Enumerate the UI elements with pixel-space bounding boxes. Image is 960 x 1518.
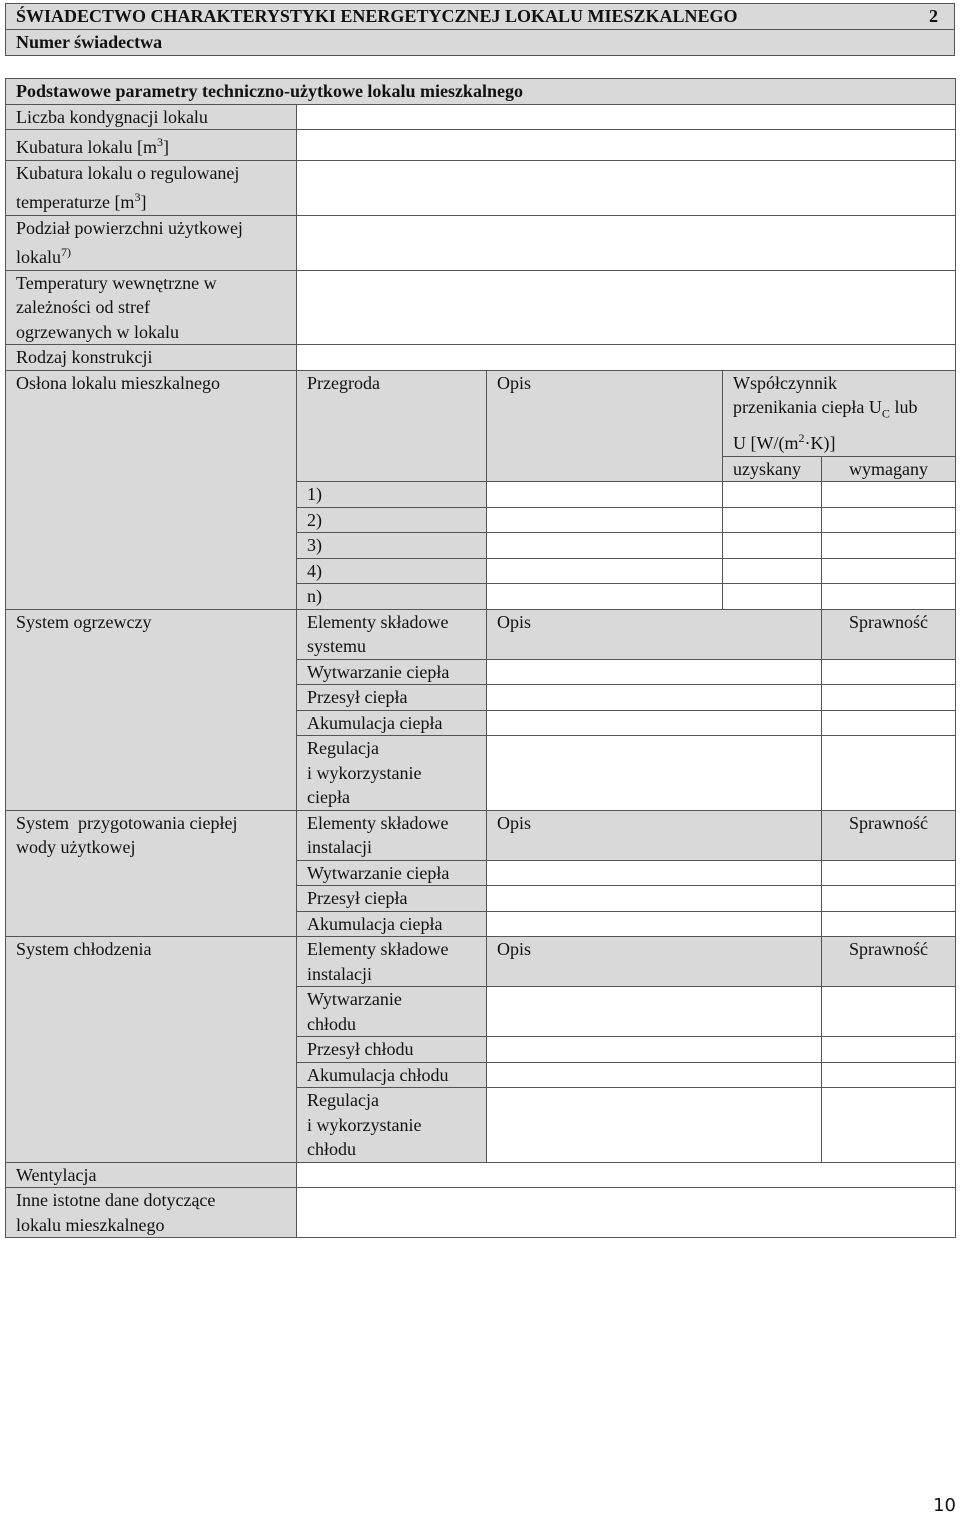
partition-label: 1) (297, 482, 487, 508)
other-data-value[interactable] (297, 1188, 956, 1238)
param-row (6, 1162, 956, 1188)
obtained-header: uzyskany (723, 456, 822, 482)
heat-regulation-label: Regulacja i wykorzystanie ciepła (297, 736, 487, 811)
heat-storage-label: Akumulacja ciepła (297, 710, 487, 736)
u-coefficient-header: Współczynnik przenikania ciepła $U_C$ lub U $[W/(m^2\cdot K)]$ (723, 370, 956, 456)
components-header: Elementy składowe instalacji (297, 937, 487, 987)
regulated-volume-label: Kubatura lokalu o regulowanej temperaturze $[m^3]$ (6, 160, 297, 215)
envelope-label: Osłona lokalu mieszkalnego (6, 370, 297, 609)
u-required[interactable] (822, 558, 956, 584)
u-required[interactable] (822, 482, 956, 508)
internal-temps-value[interactable] (297, 270, 956, 345)
parameters-table (5, 78, 956, 1238)
partition-desc[interactable] (487, 584, 723, 610)
cool-regulation-eff[interactable] (822, 1088, 956, 1163)
cool-storage-desc[interactable] (487, 1062, 822, 1088)
partition-label: n) (297, 584, 487, 610)
partition-header: Przegroda (297, 370, 487, 482)
construction-label: Rodzaj konstrukcji (6, 345, 297, 371)
u-obtained[interactable] (723, 558, 822, 584)
dhw-storage-label: Akumulacja ciepła (297, 911, 487, 937)
heat-generation-label: Wytwarzanie ciepła (297, 659, 487, 685)
heat-storage-eff[interactable] (822, 710, 956, 736)
param-row (6, 270, 956, 345)
storeys-value[interactable] (297, 104, 956, 130)
heat-transmission-eff[interactable] (822, 685, 956, 711)
efficiency-header: Sprawność (822, 810, 956, 860)
partition-label: 3) (297, 533, 487, 559)
area-split-label: Podział powierzchni użytkowej lokalu$^{7)}$ (6, 215, 297, 270)
heat-regulation-desc[interactable] (487, 736, 822, 811)
param-row (6, 130, 956, 161)
dhw-storage-eff[interactable] (822, 911, 956, 937)
heating-system-label: System ogrzewczy (6, 609, 297, 810)
cool-transmission-desc[interactable] (487, 1037, 822, 1063)
cool-generation-eff[interactable] (822, 987, 956, 1037)
dhw-storage-desc[interactable] (487, 911, 822, 937)
heat-transmission-label: Przesył ciepła (297, 685, 487, 711)
heating-header-row (6, 609, 956, 659)
heat-generation-eff[interactable] (822, 659, 956, 685)
volume-value[interactable] (297, 130, 956, 161)
efficiency-header: Sprawność (822, 937, 956, 987)
partition-desc[interactable] (487, 558, 723, 584)
description-header: Opis (487, 609, 822, 659)
cool-regulation-desc[interactable] (487, 1088, 822, 1163)
ventilation-label: Wentylacja (6, 1162, 297, 1188)
u-obtained[interactable] (723, 584, 822, 610)
u-required[interactable] (822, 533, 956, 559)
heat-generation-desc[interactable] (487, 659, 822, 685)
description-header: Opis (487, 810, 822, 860)
dhw-header-row (6, 810, 956, 860)
params-heading: Podstawowe parametry techniczno-użytkowe lokalu mieszkalnego (6, 79, 956, 105)
other-data-label: Inne istotne dane dotyczące lokalu mieszkalnego (6, 1188, 297, 1238)
certificate-number-label: Numer świadectwa (16, 32, 163, 52)
cool-generation-desc[interactable] (487, 987, 822, 1037)
cooling-system-label: System chłodzenia (6, 937, 297, 1163)
dhw-transmission-desc[interactable] (487, 886, 822, 912)
partition-desc[interactable] (487, 482, 723, 508)
description-header: Opis (487, 937, 822, 987)
u-obtained[interactable] (723, 482, 822, 508)
partition-desc[interactable] (487, 533, 723, 559)
partition-label: 4) (297, 558, 487, 584)
params-heading-row (6, 79, 956, 105)
param-row (6, 215, 956, 270)
u-obtained[interactable] (723, 533, 822, 559)
document-title: ŚWIADECTWO CHARAKTERYSTYKI ENERGETYCZNEJ LOKALU MIESZKALNEGO (16, 6, 738, 26)
dhw-generation-desc[interactable] (487, 860, 822, 886)
cool-regulation-label: Regulacja i wykorzystanie chłodu (297, 1088, 487, 1163)
param-row (6, 160, 956, 215)
header-title-cell (6, 4, 955, 30)
heat-storage-desc[interactable] (487, 710, 822, 736)
heat-regulation-eff[interactable] (822, 736, 956, 811)
partition-desc[interactable] (487, 507, 723, 533)
cool-transmission-label: Przesył chłodu (297, 1037, 487, 1063)
dhw-generation-eff[interactable] (822, 860, 956, 886)
footer-page-number: 10 (933, 1495, 956, 1516)
construction-value[interactable] (297, 345, 956, 371)
param-row (6, 104, 956, 130)
dhw-transmission-eff[interactable] (822, 886, 956, 912)
description-header: Opis (487, 370, 723, 482)
param-row (6, 1188, 956, 1238)
dhw-transmission-label: Przesył ciepła (297, 886, 487, 912)
heat-transmission-desc[interactable] (487, 685, 822, 711)
ventilation-value[interactable] (297, 1162, 956, 1188)
certificate-header (5, 3, 955, 56)
u-required[interactable] (822, 507, 956, 533)
u-required[interactable] (822, 584, 956, 610)
required-header: wymagany (822, 456, 956, 482)
u-obtained[interactable] (723, 507, 822, 533)
certificate-number-cell (6, 30, 955, 56)
cool-storage-label: Akumulacja chłodu (297, 1062, 487, 1088)
dhw-system-label: System przygotowania ciepłej wody użytkowej (6, 810, 297, 937)
volume-label: Kubatura lokalu $[m^3]$ (6, 130, 297, 161)
components-header: Elementy składowe systemu (297, 609, 487, 659)
storeys-label: Liczba kondygnacji lokalu (6, 104, 297, 130)
cool-generation-label: Wytwarzanie chłodu (297, 987, 487, 1037)
cooling-header-row (6, 937, 956, 987)
envelope-header-row (6, 370, 956, 456)
cool-transmission-eff[interactable] (822, 1037, 956, 1063)
regulated-volume-value[interactable] (297, 160, 956, 215)
area-split-value[interactable] (297, 215, 956, 270)
efficiency-header: Sprawność (822, 609, 956, 659)
param-row (6, 345, 956, 371)
components-header: Elementy składowe instalacji (297, 810, 487, 860)
dhw-generation-label: Wytwarzanie ciepła (297, 860, 487, 886)
partition-label: 2) (297, 507, 487, 533)
cool-storage-eff[interactable] (822, 1062, 956, 1088)
page-number: 2 (929, 6, 938, 26)
internal-temps-label: Temperatury wewnętrzne w zależności od stref ogrzewanych w lokalu (6, 270, 297, 345)
